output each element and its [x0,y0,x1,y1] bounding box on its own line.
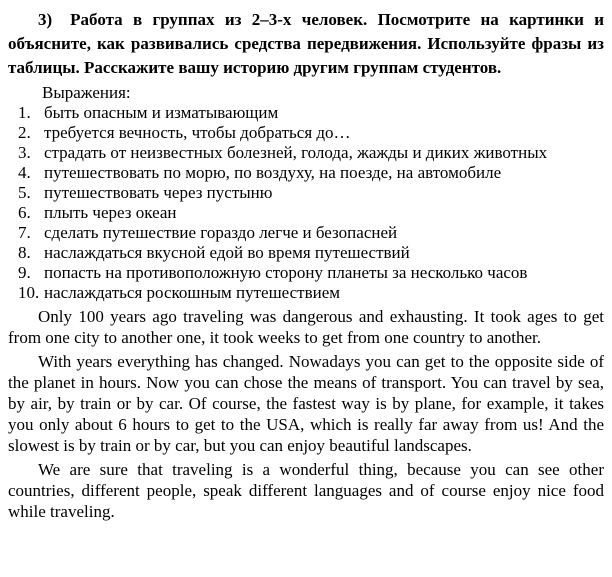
list-item-number: 2. [18,123,31,142]
list-item [8,123,604,143]
body-paragraph-1: Only 100 years ago traveling was dangerous and exhausting. It took ages to get from one city to another one, it took weeks to get from one country to another. [8,307,604,347]
exercise-number: 3) [38,10,53,29]
list-item [8,243,604,263]
list-item [8,183,604,203]
list-item-number: 3. [18,143,31,162]
list-item-number: 7. [18,223,31,242]
list-item-number: 8. [18,243,31,262]
exercise-heading [8,8,604,80]
list-item [8,263,604,283]
list-item-text: требуется вечность, чтобы добраться до… [44,123,351,142]
list-item-number: 10. [18,283,40,302]
list-item [8,103,604,123]
list-item-text: быть опасным и изматывающим [44,103,279,122]
exercise-heading-text: Работа в группах из 2–3-х человек. Посмотрите на картинки и объясните, как развивались средства передвижения. Используйте фразы из таблицы. Расскажите вашу историю другим группам студентов. [8,10,604,77]
list-item-text: наслаждаться роскошным путешествием [44,283,341,302]
list-item-number: 4. [18,163,31,182]
expressions-list [8,103,604,303]
expressions-label: Выражения: [42,83,131,102]
list-item [8,283,604,303]
list-item-text: наслаждаться вкусной едой во время путешествий [44,243,410,262]
list-item-text: путешествовать через пустыню [44,183,273,202]
list-item-number: 6. [18,203,31,222]
list-item-text: сделать путешествие гораздо легче и безопасней [44,223,398,242]
list-item-text: плыть через океан [44,203,177,222]
list-item [8,163,604,183]
list-item [8,143,604,163]
list-item [8,223,604,243]
list-item-text: страдать от неизвестных болезней, голода, жажды и диких животных [44,143,548,162]
body-paragraph-3: We are sure that traveling is a wonderful thing, because you can see other countries, different people, speak different languages and of course enjoy nice food while traveling. [8,460,604,521]
list-item-number: 5. [18,183,31,202]
list-item-number: 9. [18,263,31,282]
list-item-text: попасть на противоположную сторону планеты за несколько часов [44,263,528,282]
body-paragraph-2: With years everything has changed. Nowadays you can get to the opposite side of the planet in hours. Now you can chose the means of transport. You can travel by sea, by air, by train or by car. Of course, the fastest way is by plane, for example, it takes you only about 6 hours to get to the USA, which is really far away from us! And the slowest is by train or by car, but you can enjoy beautiful landscapes. [8,352,604,455]
list-item [8,203,604,223]
list-item-number: 1. [18,103,31,122]
list-item-text: путешествовать по морю, по воздуху, на поезде, на автомобиле [44,163,502,182]
